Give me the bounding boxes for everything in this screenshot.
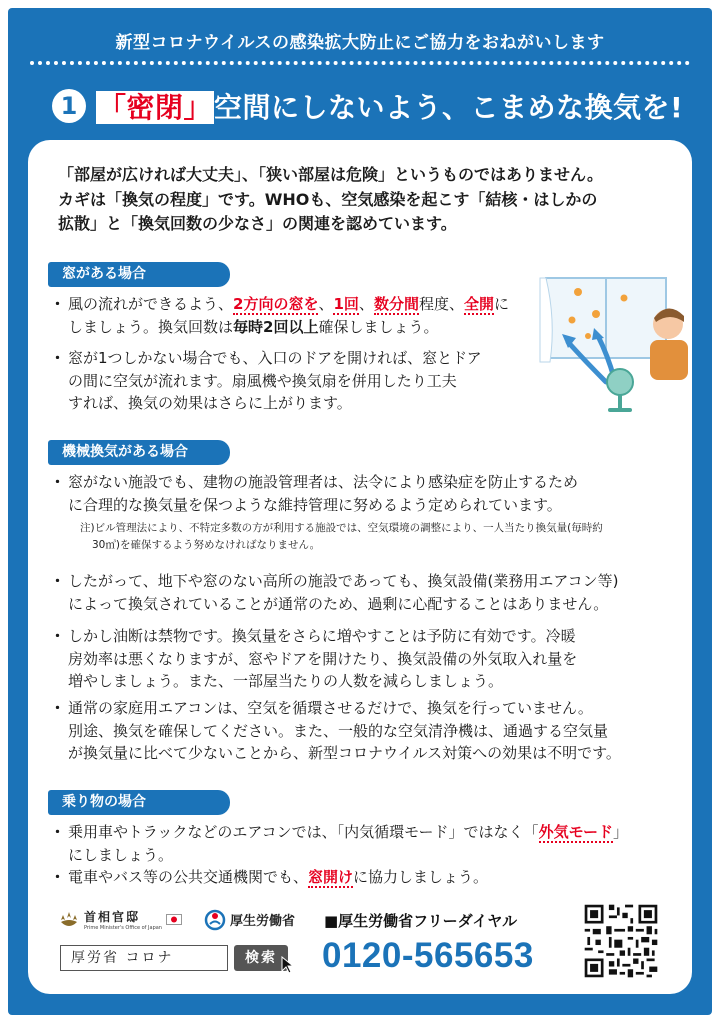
bullet-dot: ・ (50, 823, 66, 841)
fan-icon (607, 369, 633, 395)
mhlw-name: 厚生労働省 (229, 914, 295, 929)
japan-flag-icon (166, 914, 182, 925)
bullet-dot: ・ (50, 295, 66, 313)
main-title (52, 86, 683, 126)
highlight-text: 外気モード (538, 823, 613, 841)
title-number-badge: 1 (52, 89, 86, 123)
intro-line: 「部屋が広ければ大丈夫」、「狭い部屋は危険」というものではありません。 (58, 165, 603, 184)
list-item: ・ 電車やバス等の公共交通機関でも、窓開けに協力しましょう。 (50, 866, 680, 889)
highlight-text: 数分間 (373, 295, 419, 313)
section-label-window: 窓がある場合 (48, 262, 230, 287)
kantei-logo[interactable] (58, 908, 182, 931)
bullet-dot: ・ (50, 868, 66, 886)
footnote: 注)ビル管理法により、不特定多数の方が利用する施設では、空気環境の調整により、一人当たり換気量(毎時約 30㎥)を確保するよう努めなければなりません。 (80, 522, 603, 551)
list-item: ・ しかし油断は禁物です。換気量をさらに増やすことは予防に有効です。冷暖 房効率は悪くなりますが、窓やドアを開けたり、換気設備の外気取入れ量を 増やしましょう。また、一部屋当たりの人数を減らしましょう。 (50, 627, 578, 690)
title-rest: 空間にしないよう、こまめな換気を! (214, 91, 684, 124)
search-button[interactable]: 検索 (234, 945, 288, 971)
dotted-divider (30, 61, 690, 65)
highlight-text: 1回 (333, 295, 359, 313)
kantei-name: 首相官邸 (84, 910, 141, 924)
intro-line: カギは「換気の程度」です。WHOも、空気感染を起こす「結核・はしかの (58, 189, 598, 209)
cursor-icon (280, 956, 296, 974)
highlight-text: 窓開け (308, 868, 354, 886)
section-label-mechanical: 機械換気がある場合 (48, 440, 230, 465)
mhlw-logo-icon (204, 909, 226, 931)
highlight-text: 2方向の窓を (233, 295, 319, 313)
highlight-text: 全開 (463, 295, 494, 313)
list-item: ・ 窓がない施設でも、建物の施設管理者は、法令により感染症を防止するため に合理的な換気量を保つような維持管理に努めるよう定められています。 (50, 473, 579, 514)
bullet-dot: ・ (50, 572, 66, 590)
bold-text: 毎時2回以上 (233, 317, 319, 336)
bullet-dot: ・ (50, 473, 66, 491)
free-dial-number[interactable]: 0120-565653 (322, 936, 534, 975)
intro-paragraph (58, 163, 678, 237)
bullet-dot: ・ (50, 699, 66, 717)
top-heading: 新型コロナウイルスの感染拡大防止にご協力をおねがいします (115, 33, 605, 53)
bullet-dot: ・ (50, 627, 66, 645)
kantei-subtitle: Prime Minister's Office of Japan (84, 925, 162, 931)
list-item: ・ 乗用車やトラックなどのエアコンでは、「内気循環モード」ではなく「外気モード」 にしましょう。 (50, 823, 628, 864)
list-item: ・ 風の流れができるよう、2方向の窓を、1回、数分間程度、全開にしましょう。換気回数は毎時2回以上確保しましょう。 (50, 295, 509, 336)
list-item: ・ 窓が1つしかない場合でも、入口のドアを開ければ、窓とドア の間に空気が流れます。扇風機や換気扇を併用したり工夫 すれば、換気の効果はさらに上がります。 (50, 349, 482, 412)
paulownia-crest-icon (58, 910, 80, 930)
search-input[interactable]: 厚労省 コロナ (60, 945, 228, 971)
section-label-vehicle: 乗り物の場合 (48, 790, 230, 815)
bullet-dot: ・ (50, 349, 66, 367)
mhlw-logo[interactable] (204, 909, 295, 931)
footer-logos (58, 908, 317, 931)
qr-code[interactable] (582, 902, 660, 980)
title-keyword: 「密閉」 (98, 91, 213, 124)
list-item: ・ したがって、地下や窓のない高所の施設であっても、換気設備(業務用エアコン等) によって換気されていることが通常のため、過剰に心配することはありません。 (50, 572, 619, 613)
intro-line: 拡散」と「換気回数の少なさ」の関連を認めています。 (58, 214, 457, 233)
free-dial-label: ■厚生労働省フリーダイヤル (324, 912, 518, 930)
ventilation-illustration (538, 270, 688, 420)
list-item: ・ 通常の家庭用エアコンは、空気を循環させるだけで、換気を行っていません。 別途、換気を確保してください。また、一般的な空気清浄機は、通過する空気量 が換気量に比べて少ないことから、新型コロナウイルス対策への効果は不明です。 (50, 699, 621, 762)
